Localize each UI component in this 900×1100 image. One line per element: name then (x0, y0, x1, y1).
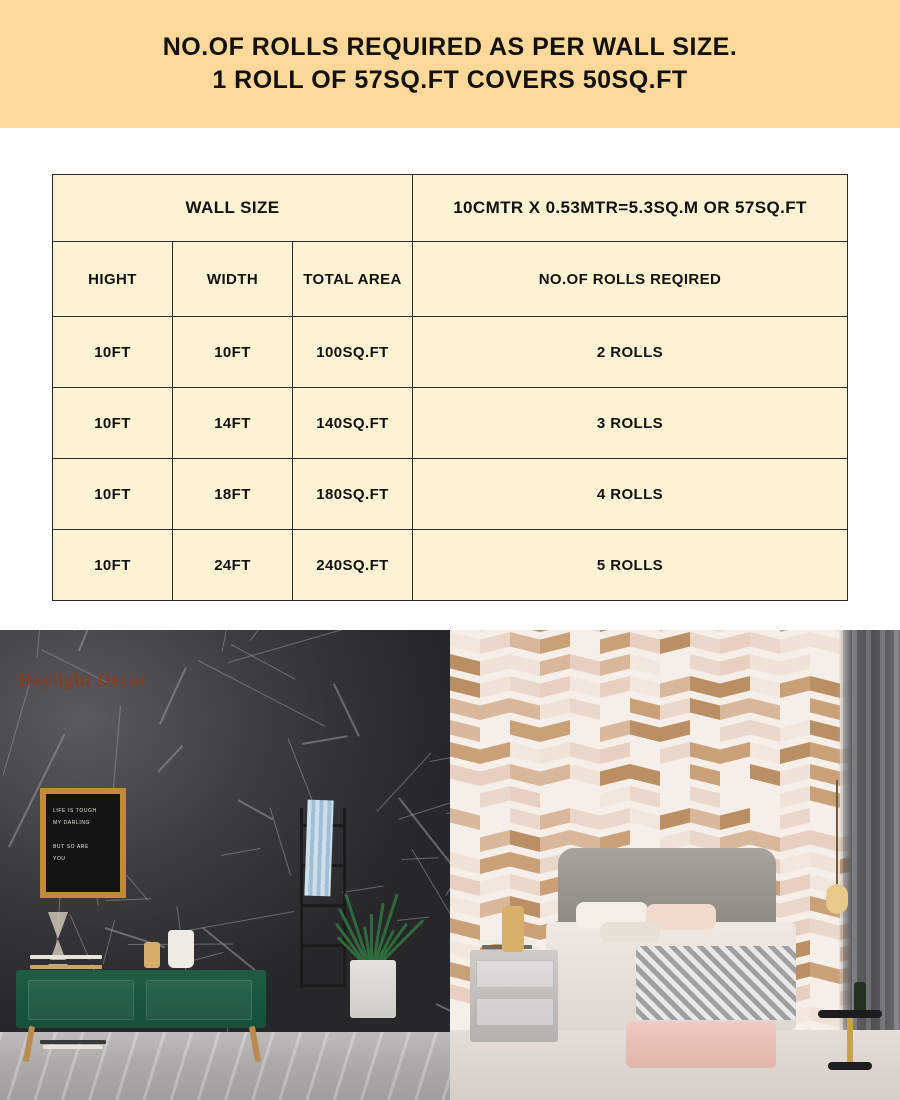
chevron-stripe (600, 654, 630, 676)
chevron-stripe (690, 698, 720, 720)
marble-vein (231, 644, 295, 679)
chevron-stripe (570, 698, 600, 720)
header-hight: HIGHT (53, 242, 173, 317)
chevron-stripe (780, 698, 810, 720)
chevron-stripe (600, 720, 630, 742)
chevron-stripe (750, 654, 780, 676)
stacked-books (30, 955, 102, 971)
chevron-stripe (540, 720, 570, 742)
cell-hight: 10FT (53, 388, 173, 459)
chevron-stripe (510, 764, 540, 786)
table-row (53, 317, 848, 388)
header-rolls-required: NO.OF ROLLS REQIRED (413, 242, 848, 317)
cell-rolls: 2 ROLLS (413, 317, 848, 388)
chevron-stripe (660, 742, 690, 764)
chevron-stripe (690, 764, 720, 786)
marble-vein (74, 630, 171, 631)
chevron-stripe (450, 764, 480, 786)
chevron-stripe (780, 654, 810, 676)
chevron-stripe (780, 896, 810, 918)
cell-rolls: 5 ROLLS (413, 530, 848, 601)
floor-books (40, 1040, 106, 1056)
marble-vein (159, 667, 186, 724)
checked-blanket (636, 946, 796, 1020)
chevron-stripe (450, 830, 480, 852)
chevron-stripe (450, 742, 480, 764)
cell-area: 100SQ.FT (293, 317, 413, 388)
chevron-stripe (750, 720, 780, 742)
chevron-stripe (780, 742, 810, 764)
chevron-stripe (660, 632, 690, 654)
chevron-stripe (600, 786, 630, 808)
chevron-stripe (660, 654, 690, 676)
chevron-stripe (570, 742, 600, 764)
marble-vein (112, 705, 121, 792)
chevron-stripe (750, 676, 780, 698)
marble-vein (221, 848, 260, 856)
chevron-stripe (690, 632, 720, 654)
chevron-stripe (810, 940, 840, 962)
chevron-stripe (540, 630, 570, 632)
marble-vein (222, 630, 235, 652)
chevron-stripe (660, 764, 690, 786)
marble-vein (228, 630, 355, 663)
chevron-stripe (720, 786, 750, 808)
chevron-stripe (780, 786, 810, 808)
header-width: WIDTH (173, 242, 293, 317)
chevron-stripe (780, 764, 810, 786)
chevron-stripe (750, 786, 780, 808)
marble-vein (158, 745, 184, 772)
marble-vein (270, 807, 292, 875)
cell-width: 10FT (173, 317, 293, 388)
chevron-stripe (690, 676, 720, 698)
cell-area: 180SQ.FT (293, 459, 413, 530)
pendant-lamp (826, 884, 848, 914)
table-row (53, 459, 848, 530)
chevron-stripe (480, 720, 510, 742)
cell-roll-spec: 10CMTR X 0.53MTR=5.3SQ.M OR 57SQ.FT (413, 175, 848, 242)
letterboard-line: LIFE IS TOUGH (53, 808, 97, 814)
chevron-stripe (540, 632, 570, 654)
chevron-stripe (750, 630, 780, 632)
potted-plant-leaves (342, 892, 404, 964)
chevron-stripe (510, 874, 540, 896)
marble-vein (411, 849, 450, 974)
marble-vein (202, 927, 255, 970)
chevron-stripe (660, 786, 690, 808)
chevron-stripe (450, 808, 480, 830)
chevron-stripe (780, 632, 810, 654)
nightstand (470, 950, 558, 1042)
chevron-stripe (510, 676, 540, 698)
chevron-stripe (630, 808, 660, 830)
chevron-stripe (600, 630, 630, 632)
chevron-stripe (510, 786, 540, 808)
chevron-stripe (510, 808, 540, 830)
letterboard-line: BUT SO ARE (53, 844, 89, 850)
table-lamp (502, 906, 524, 952)
chevron-stripe (570, 720, 600, 742)
chevron-stripe (450, 698, 480, 720)
chevron-stripe (630, 742, 660, 764)
chevron-stripe (810, 742, 840, 764)
chevron-stripe (720, 632, 750, 654)
rolls-table (52, 174, 848, 601)
chevron-stripe (660, 630, 690, 632)
marble-vein (402, 857, 438, 860)
letterboard-line: YOU (53, 856, 66, 862)
chevron-stripe (540, 830, 570, 852)
chevron-stripe (480, 874, 510, 896)
marble-vein (37, 630, 42, 658)
cell-width: 14FT (173, 388, 293, 459)
table-title-row (53, 175, 848, 242)
chevron-stripe (600, 676, 630, 698)
chevron-stripe (630, 654, 660, 676)
chevron-stripe (690, 630, 720, 632)
brand-watermark: Daylight Decor (18, 670, 148, 691)
chevron-stripe (780, 676, 810, 698)
chevron-stripe (720, 654, 750, 676)
chevron-stripe (480, 830, 510, 852)
chevron-stripe (480, 698, 510, 720)
pillow (600, 922, 660, 942)
chevron-stripe (570, 630, 600, 632)
marble-vein (106, 898, 151, 901)
banner-line-2: 1 ROLL OF 57SQ.FT COVERS 50SQ.FT (212, 66, 688, 94)
chevron-stripe (510, 720, 540, 742)
rolls-table-wrapper (0, 128, 900, 601)
chevron-stripe (510, 654, 540, 676)
chevron-stripe (690, 720, 720, 742)
plant-pot (350, 960, 396, 1018)
round-side-table (818, 1010, 882, 1072)
chevron-stripe (630, 676, 660, 698)
chevron-stripe (720, 676, 750, 698)
chevron-stripe (600, 632, 630, 654)
chevron-stripe (780, 808, 810, 830)
chevron-stripe (450, 786, 480, 808)
chevron-stripe (810, 918, 840, 940)
chevron-stripe (660, 676, 690, 698)
chevron-stripe (600, 698, 630, 720)
marble-vein (237, 800, 273, 821)
cell-wall-size-title: WALL SIZE (53, 175, 413, 242)
header-banner (0, 0, 900, 128)
chevron-stripe (630, 720, 660, 742)
chevron-stripe (630, 764, 660, 786)
cell-rolls: 3 ROLLS (413, 388, 848, 459)
cell-hight: 10FT (53, 317, 173, 388)
chevron-stripe (810, 632, 840, 654)
cell-hight: 10FT (53, 459, 173, 530)
chevron-stripe (510, 742, 540, 764)
chevron-stripe (510, 830, 540, 852)
chevron-stripe (450, 632, 480, 654)
cell-area: 240SQ.FT (293, 530, 413, 601)
chevron-stripe (450, 896, 480, 918)
chevron-stripe (480, 630, 510, 632)
chevron-stripe (570, 676, 600, 698)
chevron-stripe (570, 808, 600, 830)
chevron-stripe (690, 654, 720, 676)
chevron-stripe (540, 698, 570, 720)
chevron-stripe (600, 808, 630, 830)
chevron-stripe (630, 630, 660, 632)
chevron-stripe (450, 918, 480, 940)
chevron-stripe (450, 720, 480, 742)
chevron-stripe (540, 786, 570, 808)
chevron-stripe (720, 742, 750, 764)
chevron-stripe (810, 654, 840, 676)
chevron-stripe (780, 874, 810, 896)
letterboard-sign (40, 788, 126, 898)
chevron-stripe (750, 742, 780, 764)
chevron-stripe (480, 786, 510, 808)
cell-width: 24FT (173, 530, 293, 601)
photo-chevron-bedroom (450, 630, 900, 1100)
table-row (53, 530, 848, 601)
chevron-stripe (810, 984, 840, 1006)
chevron-stripe (480, 632, 510, 654)
header-total-area: TOTAL AREA (293, 242, 413, 317)
chevron-stripe (780, 852, 810, 874)
chevron-stripe (810, 698, 840, 720)
photo-strip (0, 630, 900, 1100)
chevron-stripe (570, 632, 600, 654)
chevron-stripe (450, 874, 480, 896)
marble-vein (3, 682, 31, 775)
chevron-stripe (450, 852, 480, 874)
marble-vein (333, 684, 360, 738)
chevron-stripe (510, 852, 540, 874)
chevron-stripe (810, 720, 840, 742)
chevron-stripe (450, 630, 480, 632)
chevron-stripe (450, 654, 480, 676)
chevron-stripe (540, 764, 570, 786)
chevron-stripe (480, 764, 510, 786)
cell-area: 140SQ.FT (293, 388, 413, 459)
marble-vein (398, 797, 450, 866)
cell-width: 18FT (173, 459, 293, 530)
pendant-cord (836, 780, 838, 886)
marble-vein (430, 746, 450, 762)
chevron-stripe (480, 808, 510, 830)
chevron-stripe (720, 698, 750, 720)
chevron-stripe (630, 786, 660, 808)
chevron-stripe (540, 742, 570, 764)
marble-vein (249, 630, 290, 640)
chevron-stripe (750, 632, 780, 654)
chevron-stripe (630, 632, 660, 654)
chevron-stripe (600, 764, 630, 786)
candle-holder (144, 942, 160, 968)
chevron-stripe (720, 808, 750, 830)
chevron-stripe (780, 830, 810, 852)
marble-vein (302, 735, 348, 745)
chevron-stripe (660, 698, 690, 720)
chevron-stripe (450, 676, 480, 698)
chevron-stripe (540, 676, 570, 698)
chevron-stripe (780, 720, 810, 742)
decor-bottle (854, 982, 866, 1012)
chevron-stripe (660, 720, 690, 742)
marble-vein (176, 911, 294, 933)
chevron-stripe (510, 632, 540, 654)
cell-rolls: 4 ROLLS (413, 459, 848, 530)
chevron-stripe (630, 698, 660, 720)
chevron-stripe (480, 852, 510, 874)
chevron-stripe (660, 808, 690, 830)
chevron-stripe (510, 698, 540, 720)
chevron-stripe (480, 676, 510, 698)
chevron-stripe (480, 742, 510, 764)
green-console-table (16, 970, 266, 1028)
marble-vein (78, 630, 131, 651)
cell-hight: 10FT (53, 530, 173, 601)
letterboard-line: MY DARLING (53, 820, 91, 826)
chevron-stripe (690, 786, 720, 808)
chevron-stripe (570, 654, 600, 676)
chevron-stripe (810, 962, 840, 984)
chevron-stripe (540, 808, 570, 830)
chevron-stripe (810, 630, 840, 632)
chevron-stripe (540, 654, 570, 676)
chevron-stripe (780, 630, 810, 632)
banner-line-1: NO.OF ROLLS REQUIRED AS PER WALL SIZE. (162, 32, 738, 61)
chevron-stripe (690, 742, 720, 764)
photo-dark-marble-room (0, 630, 450, 1100)
chevron-stripe (750, 808, 780, 830)
table-header-row (53, 242, 848, 317)
striped-throw (304, 800, 333, 897)
chevron-stripe (570, 786, 600, 808)
marble-vein (287, 738, 313, 803)
chevron-stripe (720, 764, 750, 786)
bed-end-bench (626, 1022, 776, 1068)
chevron-stripe (810, 676, 840, 698)
chevron-stripe (570, 764, 600, 786)
marble-vein (198, 660, 325, 727)
chevron-stripe (480, 654, 510, 676)
chevron-stripe (510, 630, 540, 632)
chevron-stripe (720, 630, 750, 632)
chevron-stripe (750, 764, 780, 786)
chevron-stripe (690, 808, 720, 830)
chevron-stripe (750, 698, 780, 720)
chevron-stripe (720, 720, 750, 742)
white-vase (168, 930, 194, 968)
chevron-stripe (600, 742, 630, 764)
table-row (53, 388, 848, 459)
